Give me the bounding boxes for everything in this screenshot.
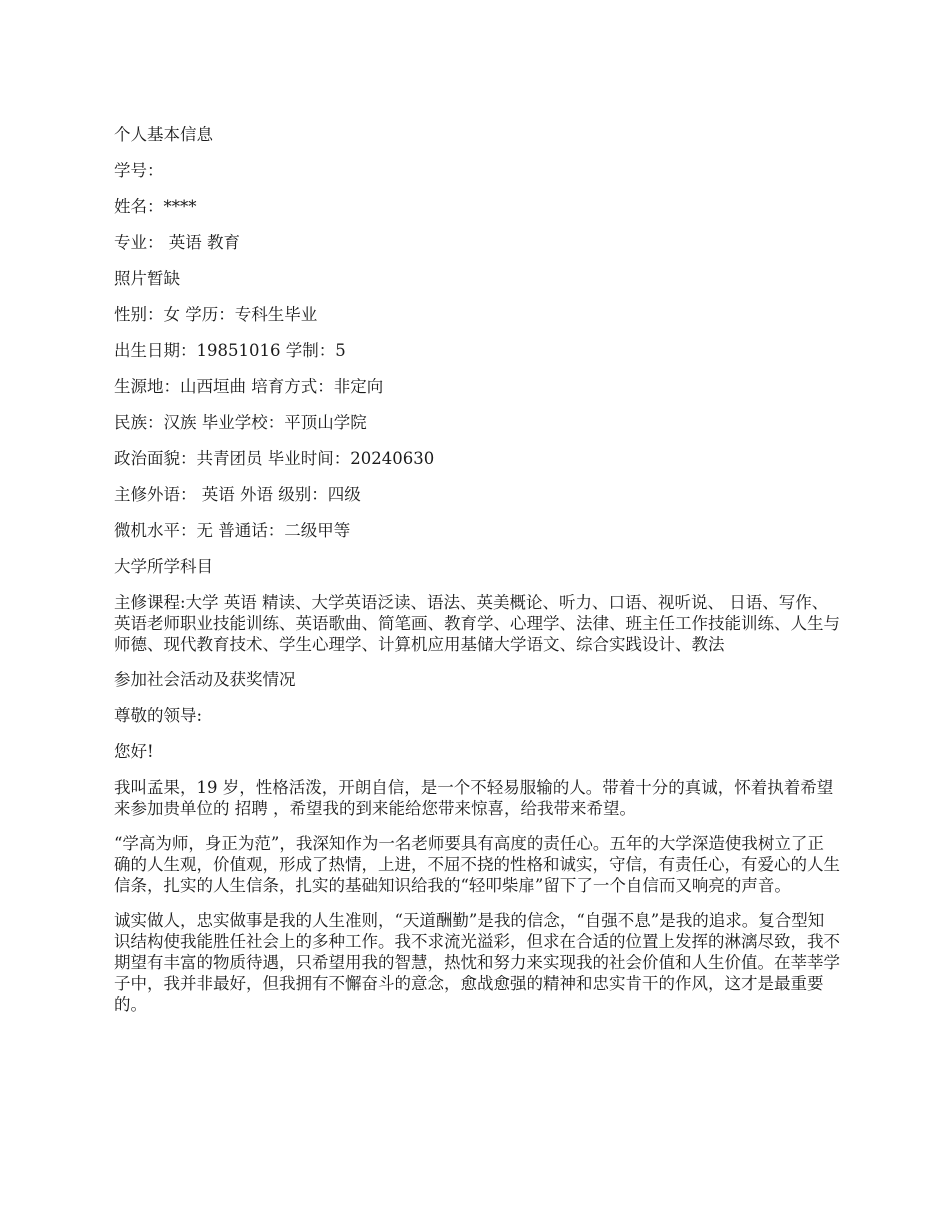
field-gender-education: 性别：女 学历：专科生毕业 [114,305,318,324]
field-major: 专业： 英语 教育 [114,233,240,252]
field-birth-duration: 出生日期：19851016 学制：5 [114,341,346,360]
field-origin-training: 生源地：山西垣曲 培育方式：非定向 [114,377,384,396]
section-heading-basic-info: 个人基本信息 [114,125,213,144]
field-computer-mandarin: 微机水平：无 普通话：二级甲等 [114,521,351,540]
letter-paragraph: 诚实做人，忠实做事是我的人生准则，“天道酬勤”是我的信念，“自强不息”是我的追求。复合型知识结构使我能胜任社会上的多种工作。我不求流光溢彩，但求在合适的位置上发挥的淋漓尽致，我不期望有丰富的物质待遇，只希望用我的智慧，热忱和努力来实现我的社会价值和人生价值。在莘莘学子中，我并非最好，但我拥有不懈奋斗的意念，愈战愈强的精神和忠实肯干的作风，这才是最重要的。 [114,911,840,1014]
field-name: 姓名：**** [114,197,197,216]
field-ethnicity-school: 民族：汉族 毕业学校：平顶山学院 [114,413,367,432]
field-political-graduation: 政治面貌：共青团员 毕业时间：20240630 [114,449,435,468]
letter-greeting: 您好! [114,742,154,761]
field-student-id: 学号： [114,161,164,180]
section-heading-courses: 大学所学科目 [114,557,213,576]
section-heading-activities: 参加社会活动及获奖情况 [114,670,296,689]
field-photo: 照片暂缺 [114,269,180,288]
courses-content: 主修课程:大学 英语 精读、大学英语泛读、语法、英美概论、听力、口语、视听说、 日语、写作、英语老师职业技能训练、英语歌曲、简笔画、教育学、心理学、法律、班主任工作技能训练、人生与师德、现代教育技术、学生心理学、计算机应用基储大学语文、综合实践设计、教法 [114,593,840,654]
document-body [114,124,840,1029]
field-language-level: 主修外语： 英语 外语 级别：四级 [114,485,361,504]
letter-salutation: 尊敬的领导: [114,706,203,725]
letter-paragraph: 我叫孟果，19 岁，性格活泼，开朗自信，是一个不轻易服输的人。带着十分的真诚，怀着执着希望来参加贵单位的 招聘 ，希望我的到来能给您带来惊喜，给我带来希望。 [114,778,834,818]
letter-paragraph: “学高为师，身正为范”，我深知作为一名老师要具有高度的责任心。五年的大学深造使我树立了正确的人生观，价值观，形成了热情，上进，不屈不挠的性格和诚实，守信，有责任心，有爱心的人生信条，扎实的人生信条，扎实的基础知识给我的“轻叩柴扉”留下了一个自信而又响亮的声音。 [114,834,840,895]
